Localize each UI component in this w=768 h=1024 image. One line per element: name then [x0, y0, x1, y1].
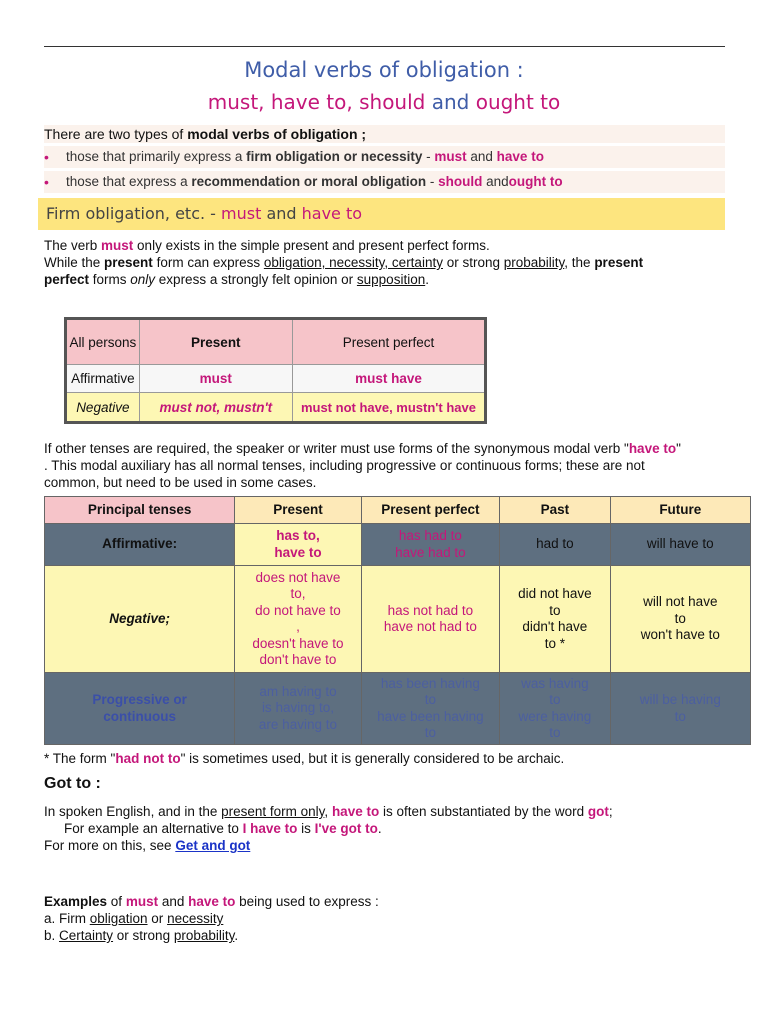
top-rule [44, 46, 725, 47]
table-cell: did not have to didn't have to * [500, 566, 611, 673]
bullet-dot-icon: • [44, 174, 49, 190]
bullet-item: • those that primarily express a firm obligation or necessity - must and have to [44, 146, 725, 168]
paragraph-must-forms: The verb must only exists in the simple present and present perfect forms. While the present form can express obligation, necessity, certainty or strong probability, the present perfect forms only express a strongly felt opinion or supposition. [44, 238, 644, 287]
paragraph-examples: Examples of must and have to being used to express : a. Firm obligation or necessity b. Certainty or strong probability. [44, 894, 379, 943]
table-header: Future [610, 497, 750, 524]
table-cell: has not had to have not had to [361, 566, 499, 673]
page-subtitle: must, have to, should and ought to [207, 90, 561, 114]
table-cell: had to [500, 524, 611, 566]
bullet-dot-icon: • [44, 149, 49, 165]
archaic-note: * The form "had not to" is sometimes used, but it is generally considered to be archaic. [44, 751, 565, 766]
table-cell: will be having to [610, 673, 750, 745]
table-header: Past [500, 497, 611, 524]
got-to-heading: Got to : [44, 775, 101, 792]
table-cell: has to, have to [235, 524, 361, 566]
paragraph-got-to: In spoken English, and in the present form only, have to is often substantiated by the word got; For example an alternative to I have to is I've got to. For more on this, see Get and got [44, 804, 613, 853]
bullet-item: • those that express a recommendation or moral obligation - should andought to [44, 171, 725, 193]
table-cell: will have to [610, 524, 750, 566]
table-cell: must have [292, 365, 485, 393]
paragraph-have-to: If other tenses are required, the speaker or writer must use forms of the synonymous modal verb "have to" . This modal auxiliary has all normal tenses, including progressive or continuous forms; these are not common, but need to be used in some cases. [44, 441, 681, 490]
table-cell: does not have to, do not have to , doesn't have to don't have to [235, 566, 361, 673]
table-cell: must not have, mustn't have [292, 393, 485, 423]
table-header: Principal tenses [45, 497, 235, 524]
table-cell: Progressive or continuous [45, 673, 235, 745]
table-cell: am having to is having to, are having to [235, 673, 361, 745]
must-forms-table [64, 317, 487, 424]
table-cell: must [139, 365, 292, 393]
table-header: Present perfect [292, 319, 485, 365]
table-header: All persons [66, 319, 140, 365]
table-cell: was having to were having to [500, 673, 611, 745]
table-cell: has been having to have been having to [361, 673, 499, 745]
table-cell: Negative; [45, 566, 235, 673]
table-cell: Negative [66, 393, 140, 423]
table-cell: Affirmative [66, 365, 140, 393]
section-heading: Firm obligation, etc. - must and have to [38, 198, 725, 230]
table-cell: Affirmative: [45, 524, 235, 566]
get-and-got-link[interactable]: Get and got [175, 838, 251, 853]
have-to-tenses-table [44, 496, 751, 745]
table-header: Present [139, 319, 292, 365]
intro-line: There are two types of modal verbs of obligation ; [44, 125, 725, 143]
table-cell: has had to have had to [361, 524, 499, 566]
table-cell: must not, mustn't [139, 393, 292, 423]
table-header: Present perfect [361, 497, 499, 524]
page-title: Modal verbs of obligation : [244, 58, 524, 82]
table-cell: will not have to won't have to [610, 566, 750, 673]
table-header: Present [235, 497, 361, 524]
